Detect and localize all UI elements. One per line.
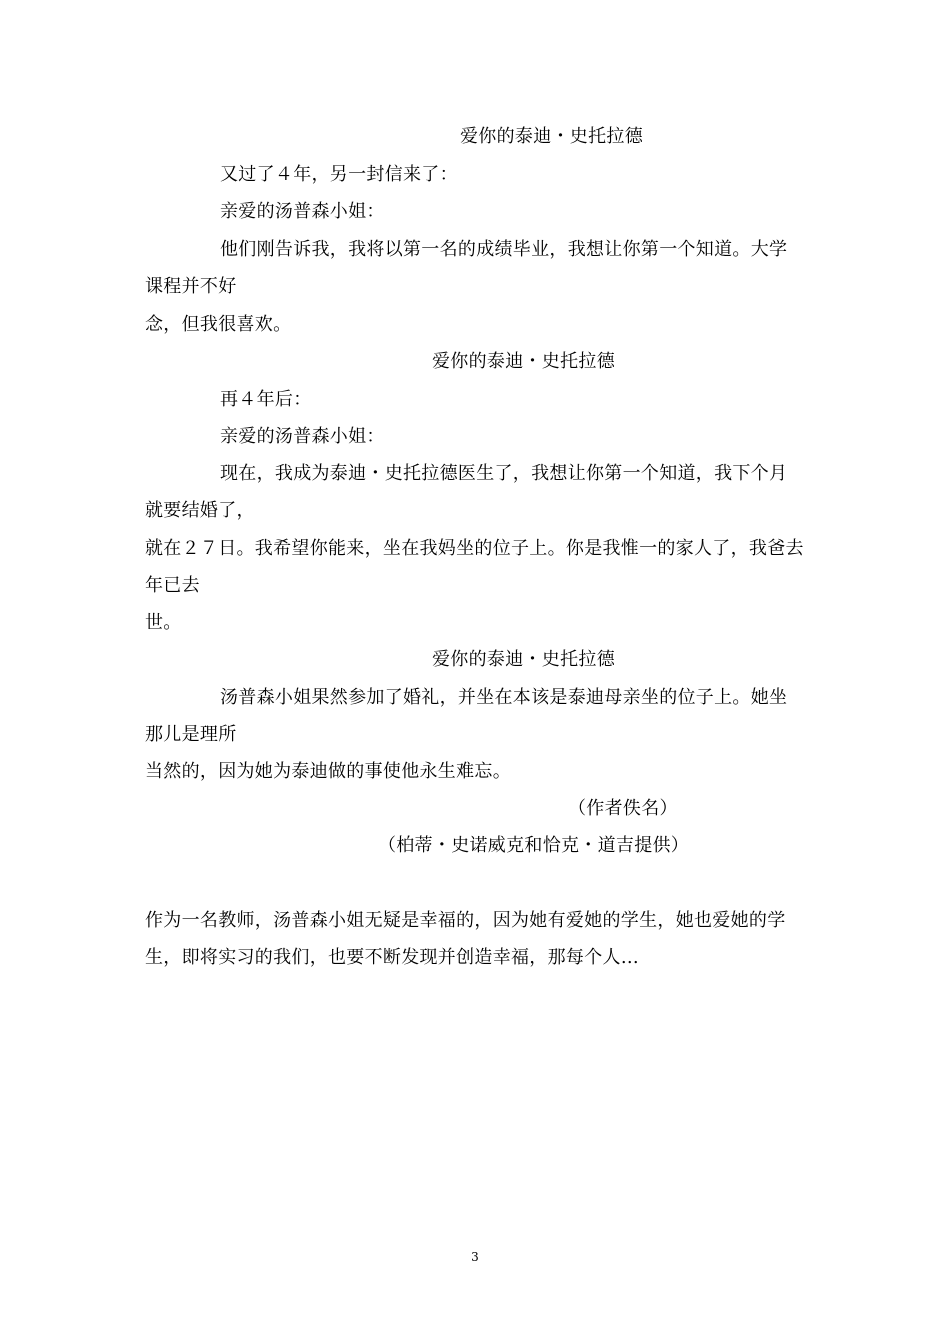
signature-line-3: 爱你的泰迪・史托拉德 — [432, 649, 615, 670]
salutation-line: 亲爱的汤普森小姐： — [220, 201, 385, 222]
text-line: 生，即将实习的我们，也要不断发现并创造幸福，那每个人… — [145, 947, 640, 968]
author-note: （作者佚名） — [568, 798, 678, 819]
text-line: 现在，我成为泰迪・史托拉德医生了，我想让你第一个知道，我下个月 — [220, 463, 788, 484]
text-line: 又过了４年，另一封信来了： — [220, 164, 458, 185]
text-line: 再４年后： — [220, 389, 312, 410]
signature-line-1: 爱你的泰迪・史托拉德 — [460, 126, 643, 147]
text-line: 课程并不好 — [145, 276, 237, 297]
salutation-line: 亲爱的汤普森小姐： — [220, 426, 385, 447]
text-line: 当然的，因为她为泰迪做的事使他永生难忘。 — [145, 761, 511, 782]
text-line: 汤普森小姐果然参加了婚礼，并坐在本该是泰迪母亲坐的位子上。她坐 — [220, 687, 788, 708]
credit-note: （柏蒂・史诺威克和恰克・道吉提供） — [378, 835, 690, 856]
text-line: 年已去 — [145, 575, 200, 596]
page-number: 3 — [471, 1250, 479, 1264]
text-line: 就在２７日。我希望你能来，坐在我妈坐的位子上。你是我惟一的家人了，我爸去 — [145, 538, 804, 559]
text-line: 他们刚告诉我，我将以第一名的成绩毕业，我想让你第一个知道。大学 — [220, 239, 788, 260]
text-line: 作为一名教师，汤普森小姐无疑是幸福的，因为她有爱她的学生，她也爱她的学 — [145, 910, 786, 931]
text-line: 那儿是理所 — [145, 724, 237, 745]
text-line: 世。 — [145, 612, 182, 633]
text-line: 念，但我很喜欢。 — [145, 314, 292, 335]
signature-line-2: 爱你的泰迪・史托拉德 — [432, 351, 615, 372]
text-line: 就要结婚了， — [145, 500, 255, 521]
